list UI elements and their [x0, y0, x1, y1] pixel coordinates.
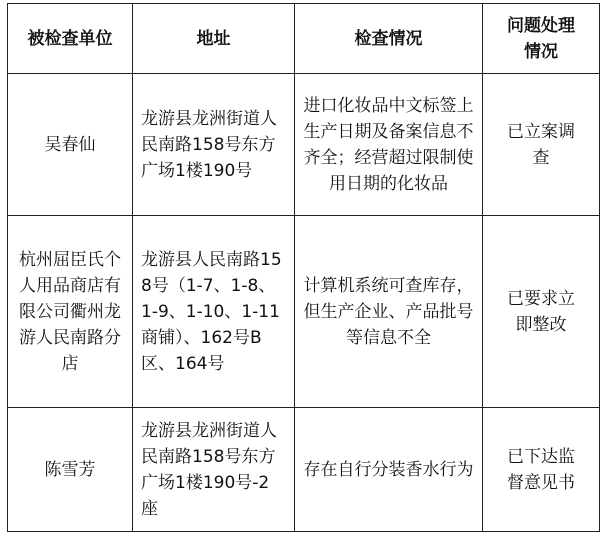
table-row — [8, 216, 600, 408]
cell-status: 存在自行分装香水行为 — [295, 408, 483, 532]
cell-action: 已要求立即整改 — [483, 216, 600, 408]
header-unit: 被检查单位 — [8, 4, 133, 74]
table-row — [8, 408, 600, 532]
cell-action: 已立案调查 — [483, 74, 600, 216]
cell-address: 龙游县龙洲街道人民南路158号东方广场1楼190号 — [133, 74, 295, 216]
header-status: 检查情况 — [295, 4, 483, 74]
table-row — [8, 74, 600, 216]
cell-status: 计算机系统可查库存，但生产企业、产品批号等信息不全 — [295, 216, 483, 408]
cell-action: 已下达监督意见书 — [483, 408, 600, 532]
cell-unit: 陈雪芳 — [8, 408, 133, 532]
header-action: 问题处理情况 — [483, 4, 600, 74]
header-address: 地址 — [133, 4, 295, 74]
cell-unit: 杭州屈臣氏个人用品商店有限公司衢州龙游人民南路分店 — [8, 216, 133, 408]
cell-status: 进口化妆品中文标签上生产日期及备案信息不齐全；经营超过限制使用日期的化妆品 — [295, 74, 483, 216]
header-row — [8, 4, 600, 74]
cell-unit: 吴春仙 — [8, 74, 133, 216]
cell-address: 龙游县人民南路158号（1-7、1-8、1-9、1-10、1-11商铺）、162号B区、164号 — [133, 216, 295, 408]
cell-address: 龙游县龙洲街道人民南路158号东方广场1楼190号-2座 — [133, 408, 295, 532]
inspection-table — [7, 3, 600, 532]
